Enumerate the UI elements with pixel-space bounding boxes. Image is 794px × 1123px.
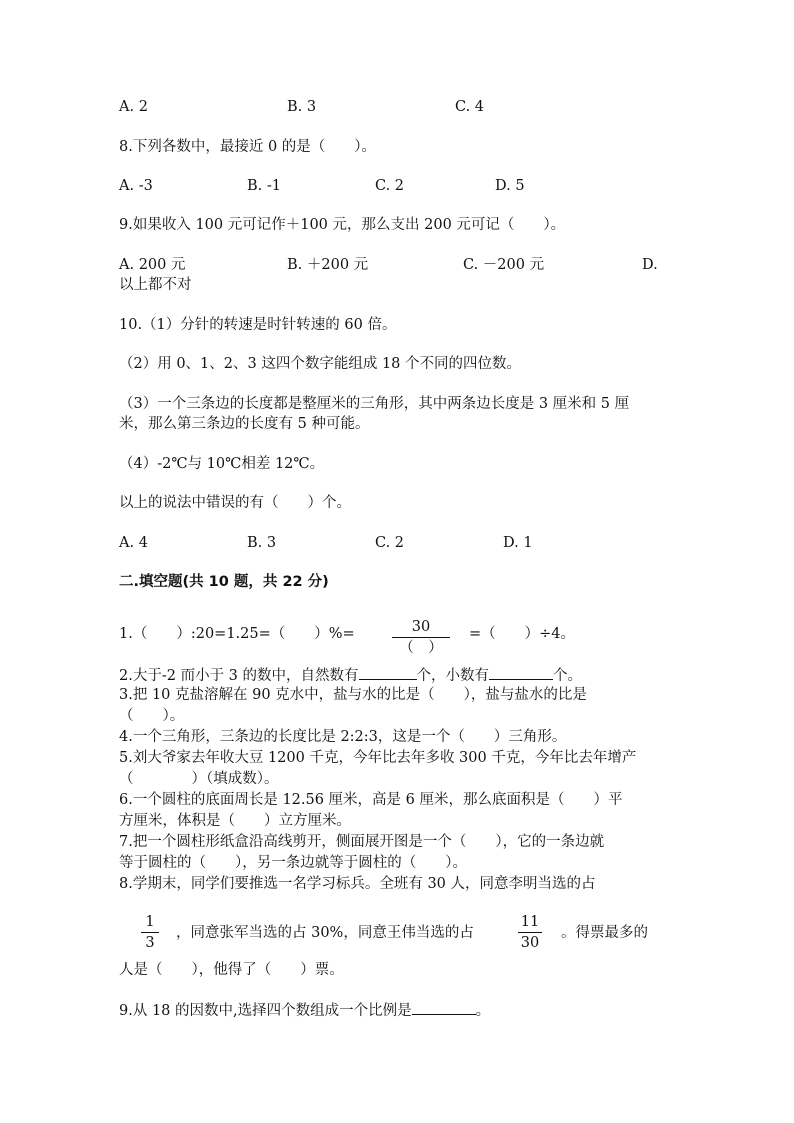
fill-8-fraction-2-numerator: 11 (520, 914, 540, 930)
fill-9 (119, 1000, 490, 1020)
q10-statement-3-line2: 米，那么第三条边的长度有 5 种可能。 (119, 416, 370, 432)
q8-option-a[interactable]: A. -3 (119, 178, 153, 194)
fill-4: 4.一个三角形，三条边的长度比是 2:2:3，这是一个（ ）三角形。 (119, 729, 567, 745)
fill-8-fraction-1-denominator: 3 (145, 935, 155, 951)
fill-8-fraction-1 (141, 914, 159, 951)
q10-statement-3-line1: （3）一个三条边的长度都是整厘米的三角形，其中两条边长度是 3 厘米和 5 厘 (119, 396, 630, 412)
q10-option-b[interactable]: B. 3 (247, 535, 277, 551)
q8-stem: 8.下列各数中，最接近 0 的是（ ）。 (119, 139, 377, 155)
fill-8-fraction-2 (518, 914, 542, 951)
fill-9-text-a: 9.从 18 的因数中,选择四个数组成一个比例是 (119, 1003, 412, 1019)
fill-1-fraction-numerator: 30 (411, 619, 431, 635)
fill-7-line1: 7.把一个圆柱形纸盒沿高线剪开，侧面展开图是一个（ ），它的一条边就 (119, 834, 605, 850)
q10-option-a[interactable]: A. 4 (119, 535, 148, 551)
fraction-bar (518, 932, 542, 933)
q7-option-c[interactable]: C. 4 (455, 99, 485, 115)
fill-8-fraction-1-numerator: 1 (145, 914, 155, 930)
q9-option-d[interactable]: D. (642, 257, 658, 273)
q10-statement-2: （2）用 0、1、2、3 这四个数字能组成 18 个不同的四位数。 (119, 356, 522, 372)
q10-option-d[interactable]: D. 1 (503, 535, 533, 551)
q10-statement-4: （4）-2℃与 10℃相差 12℃。 (119, 456, 325, 472)
fill-3-line2: （ ）。 (119, 708, 185, 724)
fill-8-line3: 人是（ ），他得了（ ）票。 (119, 962, 344, 978)
fill-6-line1: 6.一个圆柱的底面周长是 12.56 厘米，高是 6 厘米，那么底面积是（ ）平 (119, 792, 623, 808)
fill-8-middle: ，同意张军当选的占 30%，同意王伟当选的占 (176, 925, 474, 941)
fill-1-left: 1.（ ）:20=1.25=（ ）%= (119, 626, 355, 642)
q8-option-c[interactable]: C. 2 (375, 178, 405, 194)
fill-5-line2: （ ）（填成数）。 (119, 771, 279, 787)
fill-1-right: =（ ）÷4。 (469, 626, 576, 642)
fill-7-line2: 等于圆柱的（ ），另一条边就等于圆柱的（ ）。 (119, 855, 467, 871)
fill-2-text-a: 2.大于-2 而小于 3 的数中，自然数有 (119, 668, 359, 684)
fill-2-text-c: 个。 (553, 668, 583, 684)
fill-2-blank-1[interactable] (359, 665, 417, 680)
q9-option-c[interactable]: C. －200 元 (463, 257, 545, 273)
q10-option-c[interactable]: C. 2 (375, 535, 405, 551)
q8-option-b[interactable]: B. -1 (247, 178, 281, 194)
fill-2 (119, 665, 582, 685)
q7-option-a[interactable]: A. 2 (119, 99, 148, 115)
q10-statement-1: 10.（1）分针的转速是时针转速的 60 倍。 (119, 317, 397, 333)
fill-8-line1: 8.学期末，同学们要推选一名学习标兵。全班有 30 人，同意李明当选的占 (119, 876, 596, 892)
q9-option-b[interactable]: B. ＋200 元 (287, 257, 369, 273)
fill-9-blank[interactable] (412, 1000, 476, 1015)
q9-stem: 9.如果收入 100 元可记作＋100 元，那么支出 200 元可记（ ）。 (119, 217, 566, 233)
q9-option-a[interactable]: A. 200 元 (119, 257, 186, 273)
fill-2-text-b: 个，小数有 (416, 668, 490, 684)
fill-1-fraction (392, 619, 450, 656)
fraction-bar (141, 932, 159, 933)
fill-5-line1: 5.刘大爷家去年收大豆 1200 千克，今年比去年多收 300 千克，今年比去年增产 (119, 750, 637, 766)
fill-2-blank-2[interactable] (489, 665, 553, 680)
q7-option-b[interactable]: B. 3 (287, 99, 317, 115)
fill-6-line2: 方厘米，体积是（ ）立方厘米。 (119, 813, 351, 829)
q8-option-d[interactable]: D. 5 (495, 178, 525, 194)
fill-3-line1: 3.把 10 克盐溶解在 90 克水中，盐与水的比是（ ），盐与盐水的比是 (119, 687, 587, 703)
fraction-bar (392, 637, 450, 638)
fill-1-fraction-denominator: （ ） (399, 640, 443, 656)
q9-option-d-text: 以上都不对 (119, 277, 192, 293)
section-title: 二.填空题(共 10 题，共 22 分) (119, 574, 329, 590)
fill-8-fraction-2-denominator: 30 (520, 935, 540, 951)
fill-8-end: 。得票最多的 (561, 925, 648, 941)
q10-question: 以上的说法中错误的有（ ）个。 (119, 495, 351, 511)
fill-9-text-b: 。 (475, 1003, 491, 1019)
